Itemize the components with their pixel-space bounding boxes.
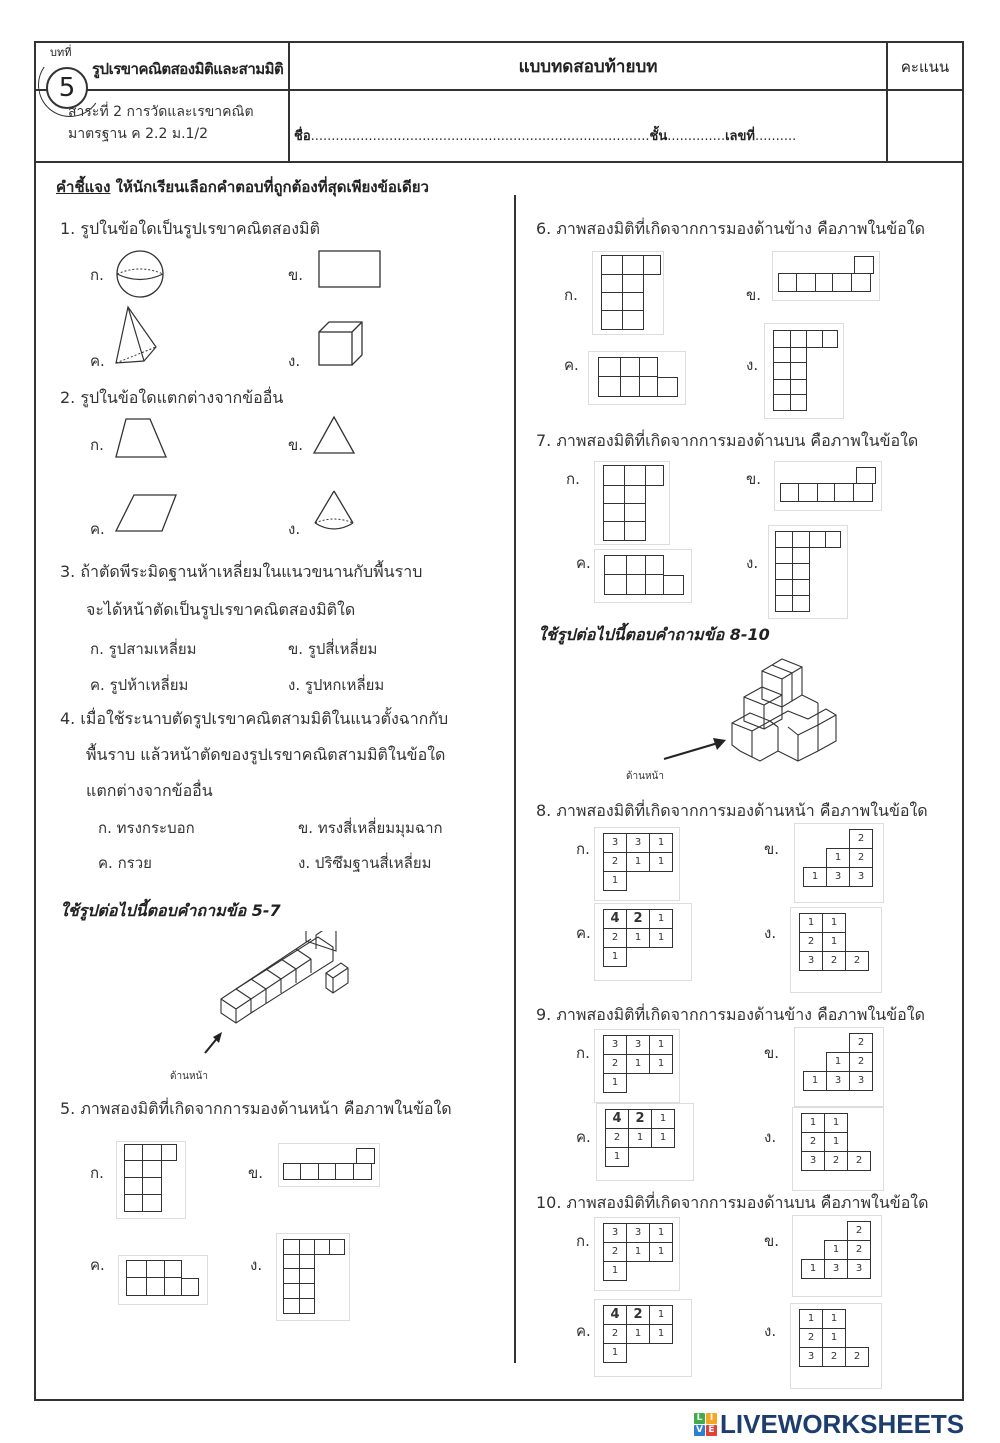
grid-cell: 1 xyxy=(649,1035,673,1055)
q7-option-c-label[interactable]: ค. xyxy=(576,554,591,572)
q5-option-d-figure[interactable] xyxy=(276,1233,350,1321)
grid-cell: 2 xyxy=(603,1242,627,1262)
q4-option-a[interactable]: ก. ทรงกระบอก xyxy=(98,819,195,837)
q9-option-d-label[interactable]: ง. xyxy=(764,1128,777,1146)
grid-cell: 4 xyxy=(603,909,627,929)
logo-tile: I xyxy=(706,1413,717,1424)
grid-cell: 2 xyxy=(626,1305,650,1325)
question-5: 5. ภาพสองมิติที่เกิดจากการมองด้านหน้า คือภาพในข้อใด xyxy=(60,1099,452,1118)
worksheet-header xyxy=(36,43,962,163)
instructions xyxy=(56,175,429,199)
grid-cell: 2 xyxy=(845,1347,869,1367)
grid-cell: 2 xyxy=(847,1221,871,1241)
q6-option-d-figure[interactable] xyxy=(764,323,844,419)
grid-cell: 1 xyxy=(799,913,823,933)
exam-title: แบบทดสอบท้ายบท xyxy=(518,57,658,77)
grid-cell: 1 xyxy=(649,833,673,853)
triangle-figure[interactable] xyxy=(312,415,358,457)
grid-cell: 1 xyxy=(651,1128,675,1148)
q1-option-a-label[interactable]: ก. xyxy=(90,266,104,284)
front-arrow-icon-2 xyxy=(662,737,728,761)
grid-cell: 2 xyxy=(799,1328,823,1348)
grid-cell: 1 xyxy=(822,932,846,952)
grid-cell: 1 xyxy=(649,909,673,929)
block-structure-2 xyxy=(730,657,840,773)
q8-option-c-label[interactable]: ค. xyxy=(576,924,591,942)
q10-option-b-figure[interactable] xyxy=(792,1215,882,1297)
question-8: 8. ภาพสองมิติที่เกิดจากการมองด้านหน้า คือภาพในข้อใด xyxy=(536,801,928,820)
grid-cell: 2 xyxy=(822,1347,846,1367)
grid-cell: 1 xyxy=(628,1128,652,1148)
q7-option-a-label[interactable]: ก. xyxy=(566,470,580,488)
grid-cell: 3 xyxy=(626,1035,650,1055)
q5-option-a-label[interactable]: ก. xyxy=(90,1164,104,1182)
score-label: คะแนน xyxy=(900,58,950,76)
front-label-1: ด้านหน้า xyxy=(170,1071,208,1082)
q8-option-b-label[interactable]: ข. xyxy=(764,840,780,858)
q6-option-b-label[interactable]: ข. xyxy=(746,286,762,304)
sphere-figure[interactable] xyxy=(114,249,168,299)
grid-cell: 1 xyxy=(649,1223,673,1243)
grid-cell: 1 xyxy=(626,1324,650,1344)
grid-cell: 2 xyxy=(628,1109,652,1129)
grid-cell: 1 xyxy=(826,1052,850,1072)
q4-option-b[interactable]: ข. ทรงสี่เหลี่ยมมุมฉาก xyxy=(298,819,443,837)
question-6: 6. ภาพสองมิติที่เกิดจากการมองด้านข้าง คือภาพในข้อใด xyxy=(536,219,925,238)
grid-cell: 1 xyxy=(803,1071,827,1091)
grid-cell: 2 xyxy=(603,1324,627,1344)
q1-option-b-label[interactable]: ข. xyxy=(288,266,304,284)
grid-cell: 1 xyxy=(649,852,673,872)
q10-option-d-label[interactable]: ง. xyxy=(764,1322,777,1340)
grid-cell: 3 xyxy=(849,1071,873,1091)
grid-cell: 2 xyxy=(801,1132,825,1152)
q7-option-c-figure[interactable] xyxy=(594,549,692,603)
grid-cell: 3 xyxy=(799,1347,823,1367)
number-field[interactable]: .......... xyxy=(754,129,797,144)
grid-cell: 1 xyxy=(822,1328,846,1348)
grid-cell: 1 xyxy=(824,1113,848,1133)
q4-option-c[interactable]: ค. กรวย xyxy=(98,854,152,872)
grid-cell: 2 xyxy=(824,1151,848,1171)
name-label: ชื่อ xyxy=(294,129,311,144)
q6-option-d-label[interactable]: ง. xyxy=(746,356,759,374)
question-3-line-2: จะได้หน้าตัดเป็นรูปเรขาคณิตสองมิติใด xyxy=(86,600,356,619)
q8-option-a-figure[interactable] xyxy=(594,827,680,901)
grid-cell: 2 xyxy=(849,1052,873,1072)
logo-tile: V xyxy=(694,1425,705,1436)
standard-text: มาตรฐาน ค 2.2 ม.1/2 xyxy=(68,126,209,142)
grid-cell: 1 xyxy=(824,1240,848,1260)
q7-option-d-label[interactable]: ง. xyxy=(746,554,759,572)
figure-set-1-heading: ใช้รูปต่อไปนี้ตอบคำถามข้อ 5-7 xyxy=(60,901,281,920)
q7-option-b-figure[interactable] xyxy=(774,461,882,511)
chapter-number-badge: 5 xyxy=(46,67,88,109)
logo-tiles-icon xyxy=(694,1413,717,1436)
grid-cell: 2 xyxy=(603,928,627,948)
q8-option-b-figure[interactable] xyxy=(794,823,884,903)
grid-cell: 3 xyxy=(603,1035,627,1055)
block-structure-1 xyxy=(216,931,356,1051)
grid-cell: 3 xyxy=(826,867,850,887)
pyramid-figure[interactable] xyxy=(114,305,160,365)
q10-option-a-label[interactable]: ก. xyxy=(576,1232,590,1250)
q10-option-a-figure[interactable] xyxy=(594,1217,680,1291)
student-info-line xyxy=(294,125,796,146)
question-2: 2. รูปในข้อใดแตกต่างจากข้ออื่น xyxy=(60,388,284,407)
q9-option-d-figure[interactable] xyxy=(792,1107,884,1191)
grid-cell: 1 xyxy=(605,1147,629,1167)
q3-option-b[interactable]: ข. รูปสี่เหลี่ยม xyxy=(288,640,378,658)
q6-option-c-label[interactable]: ค. xyxy=(564,356,579,374)
column-divider xyxy=(514,195,516,1363)
q8-option-a-label[interactable]: ก. xyxy=(576,840,590,858)
q10-option-b-label[interactable]: ข. xyxy=(764,1232,780,1250)
strand-text: สาระที่ 2 การวัดและเรขาคณิต xyxy=(68,104,254,120)
grid-cell: 3 xyxy=(801,1151,825,1171)
grid-cell: 2 xyxy=(847,1240,871,1260)
q6-option-a-figure[interactable] xyxy=(592,251,664,335)
chapter-title: รูปเรขาคณิตสองมิติและสามมิติ xyxy=(92,60,284,78)
q9-option-b-figure[interactable] xyxy=(794,1027,884,1107)
grid-cell: 2 xyxy=(847,1151,871,1171)
grid-cell: 1 xyxy=(603,1073,627,1093)
q2-option-c-label[interactable]: ค. xyxy=(90,520,105,538)
q5-option-b-figure[interactable] xyxy=(278,1143,380,1187)
cube-figure[interactable] xyxy=(318,321,364,367)
grid-cell: 2 xyxy=(605,1128,629,1148)
q9-option-c-label[interactable]: ค. xyxy=(576,1128,591,1146)
q5-option-c-figure[interactable] xyxy=(118,1255,208,1305)
grid-cell: 4 xyxy=(605,1109,629,1129)
grid-cell: 3 xyxy=(799,951,823,971)
grid-cell: 1 xyxy=(603,1261,627,1281)
q1-option-c-label[interactable]: ค. xyxy=(90,352,105,370)
grid-cell: 1 xyxy=(603,947,627,967)
grid-cell: 1 xyxy=(822,913,846,933)
q6-option-b-figure[interactable] xyxy=(772,251,880,301)
class-label: ชั้น xyxy=(649,129,668,144)
class-field[interactable]: .............. xyxy=(667,129,726,144)
grid-cell: 1 xyxy=(649,1324,673,1344)
grid-cell: 1 xyxy=(824,1132,848,1152)
grid-cell: 1 xyxy=(822,1309,846,1329)
q2-option-d-label[interactable]: ง. xyxy=(288,520,301,538)
q6-option-c-figure[interactable] xyxy=(588,351,686,405)
grid-cell: 2 xyxy=(845,951,869,971)
question-10: 10. ภาพสองมิติที่เกิดจากการมองด้านบน คือภาพในข้อใด xyxy=(536,1193,929,1212)
front-label-2: ด้านหน้า xyxy=(626,771,664,782)
grid-cell: 3 xyxy=(603,1223,627,1243)
brand-text: LIVEWORKSHEETS xyxy=(720,1408,965,1439)
grid-cell: 1 xyxy=(603,1343,627,1363)
q10-option-c-label[interactable]: ค. xyxy=(576,1322,591,1340)
q2-option-a-label[interactable]: ก. xyxy=(90,436,104,454)
number-label: เลขที่ xyxy=(725,129,755,144)
q3-option-d[interactable]: ง. รูปหกเหลี่ยม xyxy=(288,676,385,694)
grid-cell: 1 xyxy=(626,1054,650,1074)
grid-cell: 3 xyxy=(826,1071,850,1091)
grid-cell: 1 xyxy=(826,848,850,868)
q5-option-a-figure[interactable] xyxy=(116,1141,186,1219)
strand-info xyxy=(68,101,254,145)
front-arrow-icon xyxy=(202,1031,224,1055)
grid-cell: 3 xyxy=(626,1223,650,1243)
grid-cell: 1 xyxy=(626,928,650,948)
figure-set-2-heading: ใช้รูปต่อไปนี้ตอบคำถามข้อ 8-10 xyxy=(538,625,770,644)
grid-cell: 2 xyxy=(799,932,823,952)
question-9: 9. ภาพสองมิติที่เกิดจากการมองด้านข้าง คือภาพในข้อใด xyxy=(536,1005,925,1024)
name-field[interactable]: .................................................................................. xyxy=(310,129,650,144)
question-4-line-3: แตกต่างจากข้ออื่น xyxy=(86,781,213,800)
q7-option-b-label[interactable]: ข. xyxy=(746,470,762,488)
question-7: 7. ภาพสองมิติที่เกิดจากการมองด้านบน คือภาพในข้อใด xyxy=(536,431,919,450)
grid-cell: 2 xyxy=(603,1054,627,1074)
question-3: 3. ถ้าตัดพีระมิดฐานห้าเหลี่ยมในแนวขนานกับพื้นราบ xyxy=(60,562,423,581)
grid-cell: 1 xyxy=(649,1305,673,1325)
grid-cell: 1 xyxy=(649,1242,673,1262)
logo-tile: L xyxy=(694,1413,705,1424)
grid-cell: 2 xyxy=(822,951,846,971)
rectangle-figure[interactable] xyxy=(318,250,382,290)
q7-option-a-figure[interactable] xyxy=(594,461,670,545)
q8-option-d-label[interactable]: ง. xyxy=(764,924,777,942)
liveworksheets-logo xyxy=(694,1410,964,1438)
q9-option-a-figure[interactable] xyxy=(594,1029,680,1103)
q8-option-c-figure[interactable] xyxy=(594,903,692,981)
grid-cell: 1 xyxy=(801,1113,825,1133)
q5-option-b-label[interactable]: ข. xyxy=(248,1164,264,1182)
grid-cell: 2 xyxy=(849,829,873,849)
trapezoid-figure[interactable] xyxy=(114,417,170,461)
q4-option-d[interactable]: ง. ปริซึมฐานสี่เหลี่ยม xyxy=(298,854,432,872)
q7-option-d-figure[interactable] xyxy=(768,525,848,619)
grid-cell: 2 xyxy=(626,909,650,929)
q9-option-b-label[interactable]: ข. xyxy=(764,1044,780,1062)
grid-cell: 1 xyxy=(799,1309,823,1329)
grid-cell: 1 xyxy=(603,871,627,891)
q5-option-d-label[interactable]: ง. xyxy=(250,1256,263,1274)
instructions-text: ให้นักเรียนเลือกคำตอบที่ถูกต้องที่สุดเพียงข้อเดียว xyxy=(115,178,429,196)
q10-option-c-figure[interactable] xyxy=(594,1299,692,1377)
grid-cell: 1 xyxy=(649,1054,673,1074)
grid-cell: 1 xyxy=(651,1109,675,1129)
q2-option-b-label[interactable]: ข. xyxy=(288,436,304,454)
grid-cell: 4 xyxy=(603,1305,627,1325)
instructions-label: คำชี้แจง xyxy=(56,178,111,196)
grid-cell: 3 xyxy=(626,833,650,853)
question-4: 4. เมื่อใช้ระนาบตัดรูปเรขาคณิตสามมิติในแนวตั้งฉากกับ xyxy=(60,709,449,728)
grid-cell: 3 xyxy=(847,1259,871,1279)
q8-option-d-figure[interactable] xyxy=(790,907,882,993)
question-1: 1. รูปในข้อใดเป็นรูปเรขาคณิตสองมิติ xyxy=(60,219,320,238)
grid-cell: 1 xyxy=(626,1242,650,1262)
parallelogram-figure[interactable] xyxy=(114,493,180,535)
grid-cell: 1 xyxy=(649,928,673,948)
chapter-label: บทที่ xyxy=(50,46,72,59)
question-4-line-2: พื้นราบ แล้วหน้าตัดของรูปเรขาคณิตสามมิติในข้อใด xyxy=(86,745,446,764)
grid-cell: 3 xyxy=(849,867,873,887)
score-box[interactable] xyxy=(888,91,962,161)
q3-option-c[interactable]: ค. รูปห้าเหลี่ยม xyxy=(90,676,189,694)
grid-cell: 2 xyxy=(849,1033,873,1053)
grid-cell: 1 xyxy=(801,1259,825,1279)
q1-option-d-label[interactable]: ง. xyxy=(288,352,301,370)
q9-option-c-figure[interactable] xyxy=(596,1103,694,1181)
worksheet-page xyxy=(34,41,964,1401)
q5-option-c-label[interactable]: ค. xyxy=(90,1256,105,1274)
grid-cell: 3 xyxy=(603,833,627,853)
cone-figure[interactable] xyxy=(312,489,358,535)
grid-cell: 1 xyxy=(803,867,827,887)
q6-option-a-label[interactable]: ก. xyxy=(564,286,578,304)
q3-option-a[interactable]: ก. รูปสามเหลี่ยม xyxy=(90,640,197,658)
q10-option-d-figure[interactable] xyxy=(790,1303,882,1389)
grid-cell: 3 xyxy=(824,1259,848,1279)
grid-cell: 2 xyxy=(849,848,873,868)
q9-option-a-label[interactable]: ก. xyxy=(576,1044,590,1062)
grid-cell: 1 xyxy=(626,852,650,872)
logo-tile: E xyxy=(706,1425,717,1436)
grid-cell: 2 xyxy=(603,852,627,872)
